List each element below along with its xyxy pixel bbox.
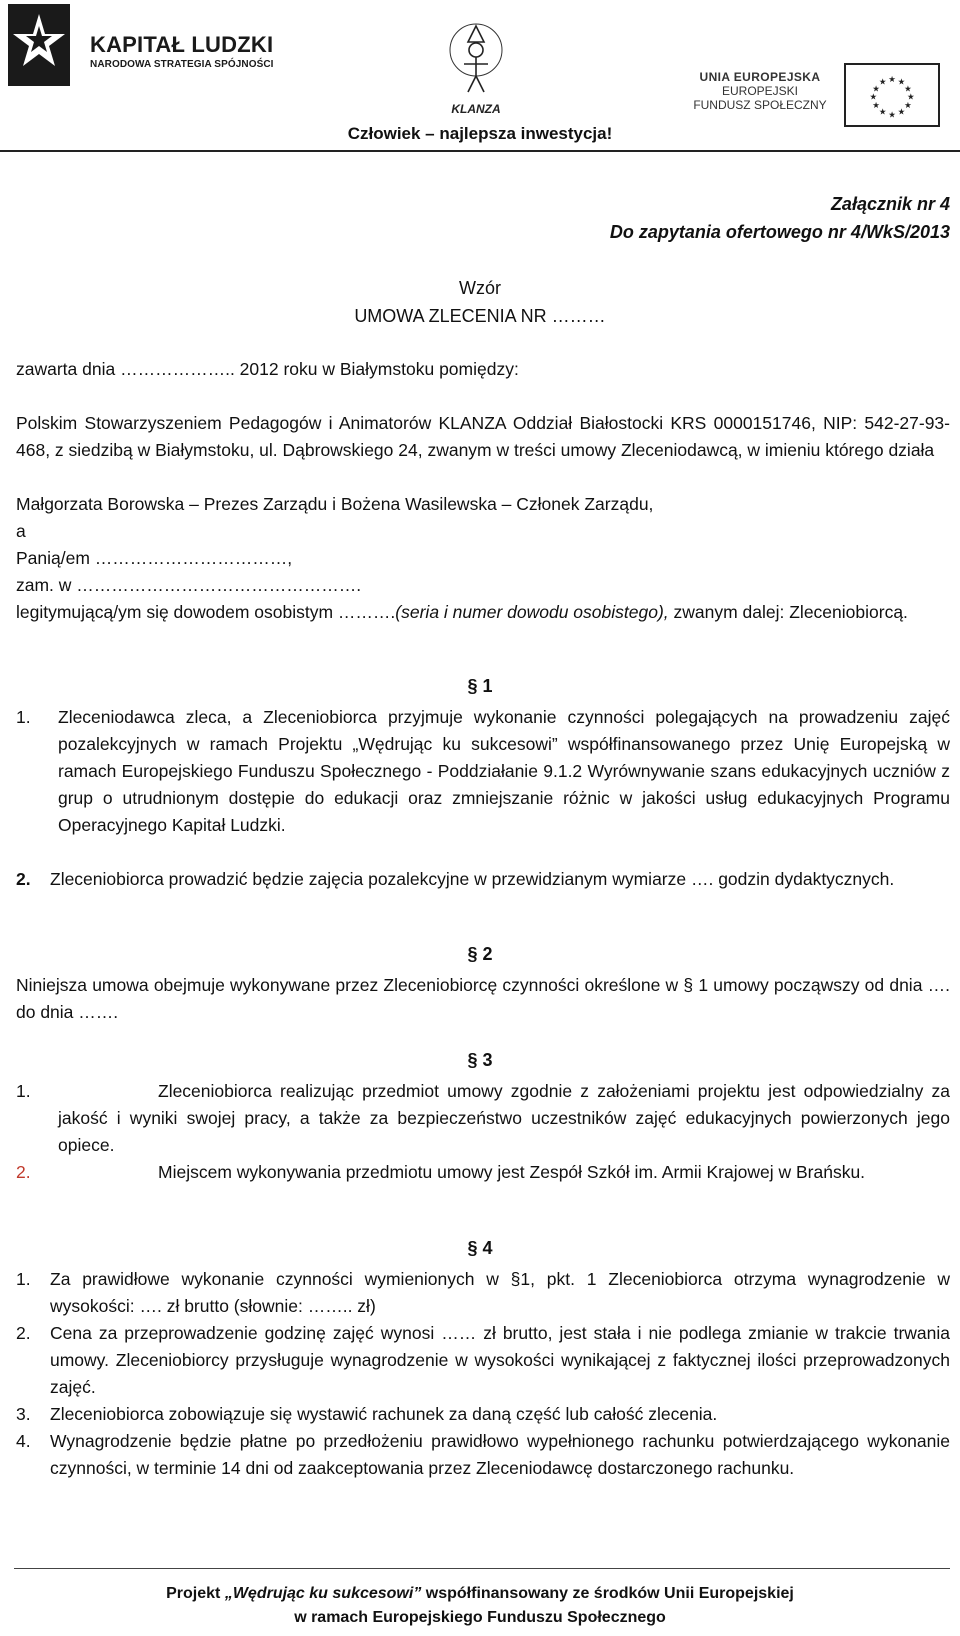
- par1-item-2-number: 2.: [16, 869, 31, 889]
- par4-item-2-text: Cena za przeprowadzenie godzinę zajęć wynosi …… zł brutto, jest stała i nie podlega zmianie w trakcie trwania umowy. Zleceniobiorcy przysługuje wynagrodzenie w wysokości wynikającej z faktycznej ilości przeprowadzonych zajęć.: [50, 1323, 950, 1397]
- footer-divider: [14, 1568, 950, 1569]
- par4-item-4-text: Wynagrodzenie będzie płatne po przedłożeniu prawidłowo wypełnionego rachunku potwierdzającego wykonanie czynności, w terminie 14 dni od zaakceptowania przez Zleceniodawcę dostarczonego rachunku.: [50, 1431, 950, 1478]
- and-conjunction: a: [16, 521, 26, 541]
- annex-number: Załącznik nr 4: [830, 194, 950, 214]
- party1-description: Polskim Stowarzyszeniem Pedagogów i Animatorów KLANZA Oddział Białostocki KRS 0000151746, NIP: 542-27-93-468, z siedzibą w Białymstoku, ul. Dąbrowskiego 24, zwanym w treści umowy Zleceniodawcą, w imieniu którego działa: [16, 413, 950, 460]
- svg-text:★: ★: [869, 91, 878, 102]
- par4-item-2-number: 2.: [16, 1323, 31, 1343]
- contract-title: [0, 274, 960, 330]
- par1-item-1: [16, 704, 950, 839]
- klanza-figure-icon: [440, 20, 512, 102]
- party2-id-italic: (seria i numer dowodu osobistego),: [395, 602, 669, 622]
- svg-text:★: ★: [904, 100, 912, 111]
- party2-name: Panią/em ……………………………,: [16, 548, 293, 568]
- footer-line-2: w ramach Europejskiego Funduszu Społecznego: [294, 1609, 666, 1626]
- par4-item-2: [16, 1320, 950, 1401]
- par3-item-2-number: 2.: [16, 1162, 31, 1182]
- section-2-heading: § 2: [467, 944, 493, 964]
- eu-logo-text: [686, 70, 834, 112]
- kapital-ludzki-star-icon: [8, 4, 70, 86]
- par4-item-1-number: 1.: [16, 1269, 31, 1289]
- footer-project-label: Projekt: [166, 1585, 225, 1602]
- par4-item-4-number: 4.: [16, 1431, 31, 1451]
- svg-text:★: ★: [906, 91, 915, 102]
- party2-address: zam. w ………………………………………….: [16, 575, 362, 595]
- footer-line-1: [0, 1582, 960, 1606]
- svg-text:★: ★: [878, 106, 887, 117]
- section-4-heading: § 4: [467, 1238, 493, 1258]
- party1-representatives: Małgorzata Borowska – Prezes Zarządu i Bożena Wasilewska – Członek Zarządu,: [16, 494, 654, 514]
- page-footer: [0, 1582, 960, 1630]
- par3-item-2-text: [58, 1159, 950, 1186]
- par3-item-1-body: Zleceniobiorca realizując przedmiot umowy zgodnie z założeniami projektu jest odpowiedzialny za jakość i wyniki swojej pracy, a także za bezpieczeństwo uczestników zajęć edukacyjnych powierzonych jego opiece.: [58, 1081, 950, 1155]
- par1-item-2: [16, 866, 950, 893]
- party2-id-prefix: legitymującą/ym się dowodem osobistym ……….: [16, 602, 396, 622]
- par4-item-1: [16, 1266, 950, 1320]
- klanza-name: KLANZA: [451, 102, 501, 116]
- par4-item-1-text: Za prawidłowe wykonanie czynności wymienionych w §1, pkt. 1 Zleceniobiorca otrzyma wynagrodzenie w wysokości: …. zł brutto (słownie: …….. zł): [50, 1269, 950, 1316]
- kapital-ludzki-title: KAPITAŁ LUDZKI: [90, 32, 274, 57]
- kapital-ludzki-subtitle: NARODOWA STRATEGIA SPÓJNOŚCI: [90, 59, 274, 70]
- footer-cofinanced: współfinansowany ze środków Unii Europejskiej: [421, 1585, 794, 1602]
- section-1-heading: § 1: [467, 676, 493, 696]
- header-motto: Człowiek – najlepsza inwestycja!: [347, 124, 613, 143]
- svg-text:★: ★: [897, 106, 906, 117]
- svg-text:★: ★: [872, 83, 880, 94]
- eu-flag-icon: [844, 63, 940, 127]
- section-3-heading: § 3: [467, 1050, 493, 1070]
- svg-text:★: ★: [872, 100, 880, 111]
- par4-item-3-text: Zleceniobiorca zobowiązuje się wystawić rachunek za daną część lub całość zlecenia.: [50, 1404, 718, 1424]
- annex-reference: [610, 190, 950, 246]
- contract-date-line: zawarta dnia ……………….. 2012 roku w Białymstoku pomiędzy:: [16, 359, 519, 379]
- svg-text:★: ★: [904, 83, 912, 94]
- par4-item-3: [16, 1401, 950, 1428]
- svg-text:★: ★: [888, 109, 896, 120]
- kapital-ludzki-logo: [8, 4, 280, 86]
- svg-text:★: ★: [878, 76, 887, 87]
- svg-text:★: ★: [888, 73, 896, 84]
- page-header: [0, 0, 960, 150]
- eu-line-social-fund: FUNDUSZ SPOŁECZNY: [693, 98, 827, 112]
- klanza-logo: [440, 20, 512, 116]
- par1-item-1-number: 1.: [16, 707, 31, 727]
- footer-project-name: „Wędrując ku sukcesowi”: [224, 1585, 422, 1602]
- title-contract-number: UMOWA ZLECENIA NR ………: [354, 306, 606, 326]
- par3-item-1: [16, 1078, 950, 1159]
- title-template-label: Wzór: [459, 278, 501, 298]
- party2-id-suffix: zwanym dalej: Zleceniobiorcą.: [668, 602, 908, 622]
- par4-item-4: [16, 1428, 950, 1482]
- eu-line-union: UNIA EUROPEJSKA: [699, 70, 821, 84]
- annex-inquiry: Do zapytania ofertowego nr 4/WkS/2013: [609, 222, 950, 242]
- par4-item-3-number: 3.: [16, 1404, 31, 1424]
- par3-item-1-number: 1.: [16, 1081, 31, 1101]
- eu-line-european: EUROPEJSKI: [721, 84, 799, 98]
- par3-item-1-text: [58, 1078, 950, 1159]
- party2-id-line: [16, 599, 950, 626]
- svg-text:★: ★: [897, 76, 906, 87]
- par2-text: Niniejsza umowa obejmuje wykonywane przez Zleceniobiorcę czynności określone w § 1 umowy począwszy od dnia …. do dnia …….: [16, 975, 950, 1022]
- par1-item-1-text: Zleceniodawca zleca, a Zleceniobiorca przyjmuje wykonanie czynności polegających na prowadzeniu zajęć pozalekcyjnych w ramach Projektu „Wędrując ku sukcesowi” współfinansowanego przez Unię Europejską w ramach Europejskiego Funduszu Społecznego - Poddziałanie 9.1.2 Wyrównywanie szans edukacyjnych uczniów z grup o utrudnionym dostępie do edukacji oraz zmniejszanie różnic w jakości usług edukacyjnych Programu Operacyjnego Kapitał Ludzki.: [58, 707, 950, 835]
- header-divider: [0, 150, 960, 152]
- par3-item-2: [16, 1159, 950, 1186]
- par1-item-2-text: Zleceniobiorca prowadzić będzie zajęcia pozalekcyjne w przewidzianym wymiarze …. godzin dydaktycznych.: [50, 869, 895, 889]
- par3-item-2-body: Miejscem wykonywania przedmiotu umowy jest Zespół Szkół im. Armii Krajowej w Brańsku.: [158, 1162, 866, 1182]
